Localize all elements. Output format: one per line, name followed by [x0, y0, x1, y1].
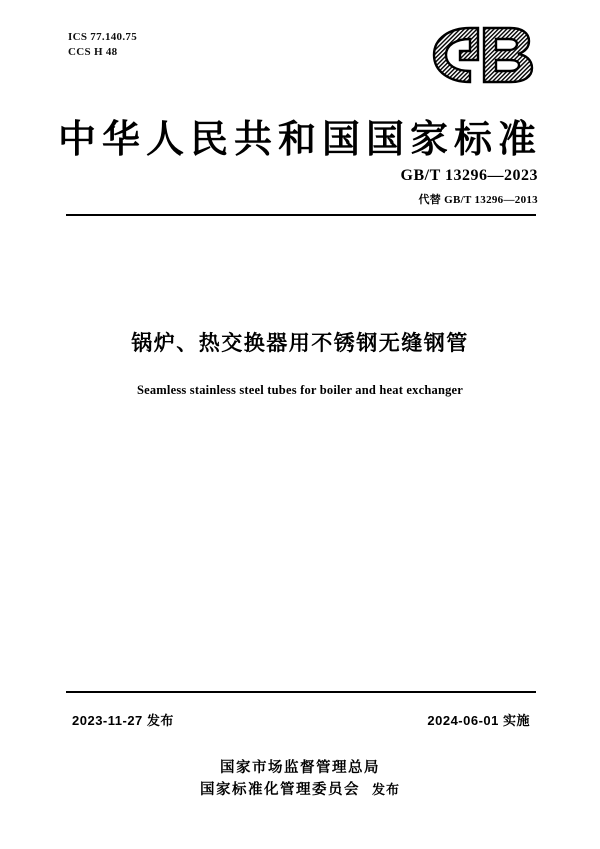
standard-number: GB/T 13296—2023 — [400, 167, 538, 184]
footer-divider — [66, 691, 536, 693]
header-divider — [66, 214, 536, 216]
standard-replaces-note: 代替 GB/T 13296—2013 — [418, 194, 538, 206]
gb-emblem-icon — [426, 24, 538, 86]
issuer-line-2: 国家标准化管理委员会 — [199, 782, 360, 798]
issuing-authority — [0, 757, 600, 801]
ics-code: ICS 77.140.75 — [68, 31, 137, 43]
publish-word: 发布 — [371, 782, 400, 797]
effective-date: 2024-06-01 实施 — [427, 713, 530, 728]
issuer-line-2-row — [0, 779, 600, 801]
ics-classification-block — [68, 30, 137, 60]
national-standard-title: 中华人民共和国国家标准 — [57, 119, 542, 161]
document-title-english: Seamless stainless steel tubes for boiler and heat exchanger — [136, 383, 464, 397]
issue-date: 2023-11-27 发布 — [72, 713, 174, 728]
ccs-code: CCS H 48 — [68, 46, 118, 58]
document-title-chinese: 锅炉、热交换器用不锈钢无缝钢管 — [131, 332, 469, 355]
issuer-line-1: 国家市场监督管理总局 — [220, 760, 380, 776]
